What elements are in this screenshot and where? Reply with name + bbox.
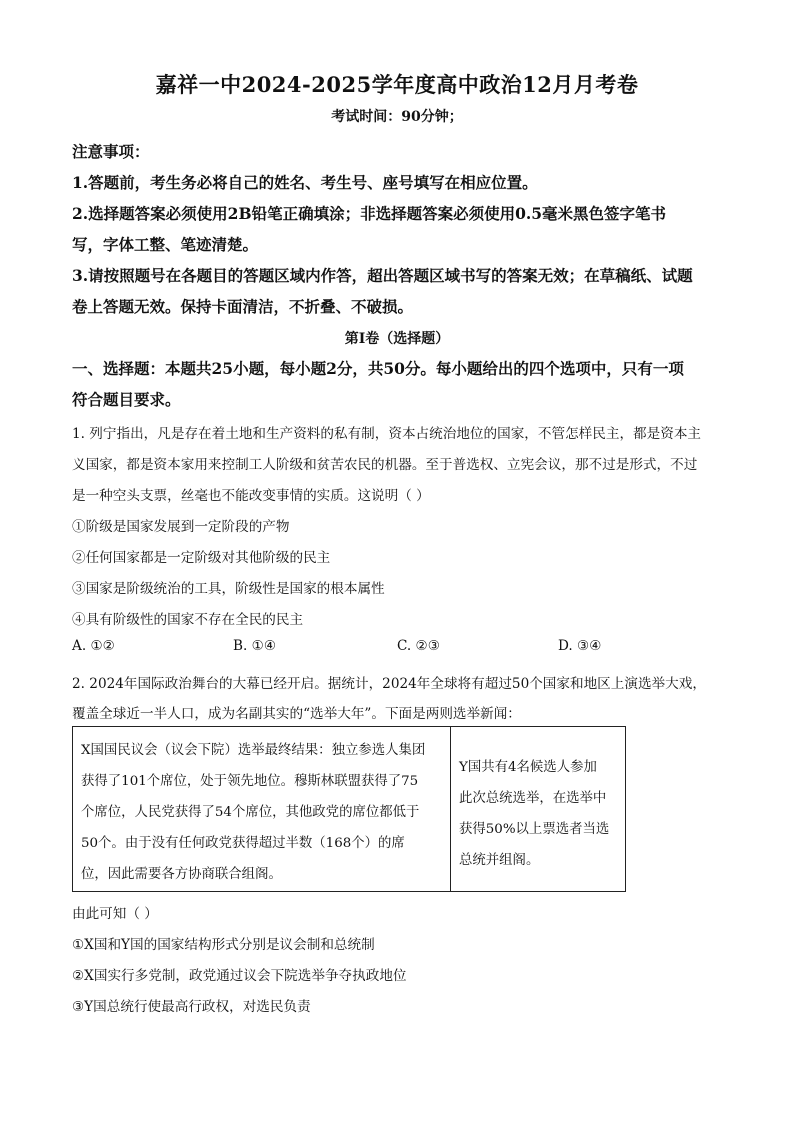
table-cell-line: 个席位，人民党获得了54个席位，其他政党的席位都低于 bbox=[81, 805, 420, 820]
option-d[interactable]: D. ③④ bbox=[558, 638, 602, 654]
q1-statement: ③国家是阶级统治的工具，阶级性是国家的根本属性 bbox=[72, 581, 385, 597]
notice-line: 卷上答题无效。保持卡面清洁，不折叠、不破损。 bbox=[72, 297, 414, 316]
notice-line: 写，字体工整、笔迹清楚。 bbox=[72, 235, 259, 254]
q2-statement: ①X国和Y国的国家结构形式分别是议会制和总统制 bbox=[72, 937, 375, 953]
q2-prompt: 由此可知（ ） bbox=[72, 906, 158, 922]
q2-statement: ③Y国总统行使最高行政权，对选民负责 bbox=[72, 999, 311, 1015]
option-b[interactable]: B. ①④ bbox=[233, 638, 277, 654]
notice-line: 1.答题前，考生务必将自己的姓名、考生号、座号填写在相应位置。 bbox=[72, 173, 538, 192]
table-cell-line: Y国共有4名候选人参加 bbox=[459, 760, 597, 775]
q1-statement: ④具有阶级性的国家不存在全民的民主 bbox=[72, 612, 304, 628]
q1-stem: 是一种空头支票，丝毫也不能改变事情的实质。这说明（ ） bbox=[72, 488, 430, 504]
q1-options bbox=[72, 638, 732, 658]
table-cell-line: X国国民议会（议会下院）选举最终结果：独立参选人集团 bbox=[81, 743, 426, 758]
section-intro: 符合题目要求。 bbox=[72, 390, 181, 409]
table-cell-line: 获得了101个席位，处于领先地位。穆斯林联盟获得了75 bbox=[81, 774, 419, 789]
q2-stem: 2. 2024年国际政治舞台的大幕已经开启。据统计，2024年全球将有超过50个国家和地区上演选举大戏， bbox=[72, 676, 706, 692]
option-a[interactable]: A. ①② bbox=[72, 638, 115, 654]
exam-duration: 考试时间：90分钟； bbox=[331, 109, 463, 125]
section-intro: 一、选择题：本题共25小题，每小题2分，共50分。每小题给出的四个选项中，只有一项 bbox=[72, 359, 684, 378]
q1-stem: 义国家，都是资本家用来控制工人阶级和贫苦农民的机器。至于普选权、立宪会议，那不过是形式，不过 bbox=[72, 457, 698, 473]
notice-heading: 注意事项： bbox=[72, 142, 150, 161]
notice-line: 2.选择题答案必须使用2B铅笔正确填涂；非选择题答案必须使用0.5毫米黑色签字笔书 bbox=[72, 204, 667, 223]
table-divider bbox=[450, 727, 451, 891]
q2-stem: 覆盖全球近一半人口，成为名副其实的“选举大年”。下面是两则选举新闻： bbox=[72, 706, 521, 722]
table-cell-line: 此次总统选举，在选举中 bbox=[459, 791, 607, 806]
q1-statement: ②任何国家都是一定阶级对其他阶级的民主 bbox=[72, 550, 331, 566]
table-cell-line: 获得50%以上票选者当选 bbox=[459, 822, 610, 837]
q1-statement: ①阶级是国家发展到一定阶段的产物 bbox=[72, 519, 290, 535]
table-cell-line: 总统并组阁。 bbox=[459, 853, 540, 868]
page-title: 嘉祥一中2024-2025学年度高中政治12月月考卷 bbox=[155, 72, 639, 97]
table-cell-line: 50个。由于没有任何政党获得超过半数（168个）的席 bbox=[81, 836, 405, 851]
q1-stem: 1. 列宁指出，凡是存在着土地和生产资料的私有制，资本占统治地位的国家，不管怎样民主，都是资本主 bbox=[72, 426, 702, 442]
option-c[interactable]: C. ②③ bbox=[397, 638, 440, 654]
section-title: 第Ⅰ卷（选择题） bbox=[344, 331, 450, 347]
q2-statement: ②X国实行多党制，政党通过议会下院选举争夺执政地位 bbox=[72, 968, 407, 984]
notice-line: 3.请按照题号在各题目的答题区域内作答，超出答题区域书写的答案无效；在草稿纸、试题 bbox=[72, 266, 693, 285]
table-cell-line: 位，因此需要各方协商联合组阁。 bbox=[81, 867, 282, 882]
election-news-table bbox=[72, 726, 626, 892]
